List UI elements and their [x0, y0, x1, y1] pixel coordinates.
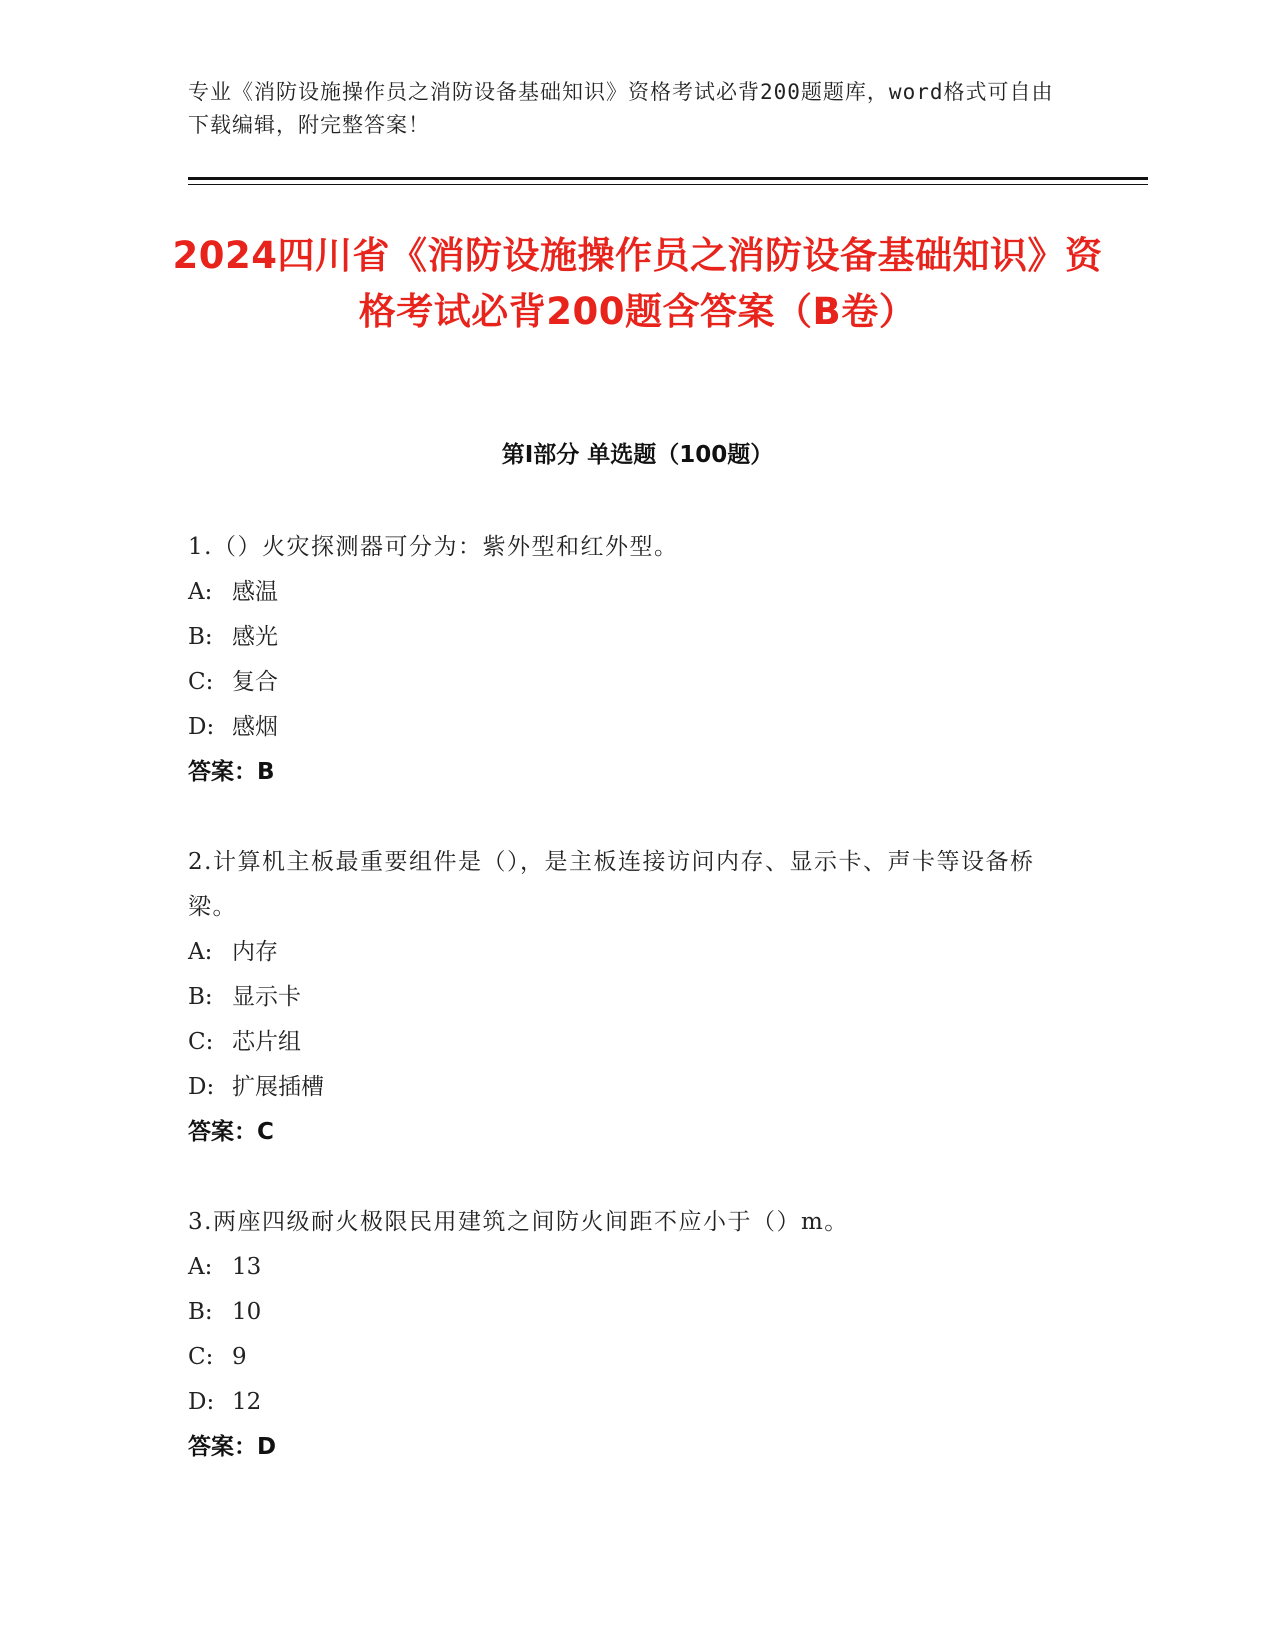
document-title: 2024四川省《消防设施操作员之消防设备基础知识》资格考试必背200题含答案（B卷） — [172, 234, 1103, 333]
answer-line: 答案：B — [188, 759, 275, 785]
header-rule-thick — [188, 177, 1148, 180]
option-text: 13 — [232, 1254, 262, 1280]
option-text: 感温 — [232, 579, 278, 605]
question-stem: 3.两座四级耐火极限民用建筑之间防火间距不应小于（）m。 — [188, 1209, 849, 1235]
option-key: D: — [188, 714, 215, 740]
question-3 — [188, 1200, 1078, 1470]
header-note: 专业《消防设施操作员之消防设备基础知识》资格考试必背200题题库，word格式可自由下载编辑，附完整答案！ — [188, 80, 1054, 137]
option-key: A: — [188, 579, 213, 605]
option-text: 感烟 — [232, 714, 278, 740]
option-text: 12 — [232, 1389, 262, 1415]
option-c — [188, 660, 1078, 705]
option-key: B: — [188, 1299, 213, 1325]
option-c — [188, 1020, 1078, 1065]
option-b — [188, 1290, 1078, 1335]
option-text: 芯片组 — [232, 1029, 301, 1055]
question-2 — [188, 840, 1078, 1155]
option-text: 9 — [232, 1344, 247, 1370]
option-b — [188, 615, 1078, 660]
option-text: 复合 — [232, 669, 278, 695]
answer-line: 答案：D — [188, 1434, 277, 1460]
option-d — [188, 705, 1078, 750]
option-text: 显示卡 — [232, 984, 301, 1010]
option-text: 内存 — [232, 939, 278, 965]
header-rule-thin — [188, 184, 1148, 185]
option-b — [188, 975, 1078, 1020]
option-text: 扩展插槽 — [232, 1074, 324, 1100]
option-a — [188, 930, 1078, 975]
option-key: B: — [188, 624, 213, 650]
option-key: D: — [188, 1074, 215, 1100]
option-key: C: — [188, 1029, 214, 1055]
question-list — [188, 525, 1078, 1515]
question-1 — [188, 525, 1078, 795]
option-a — [188, 1245, 1078, 1290]
option-text: 10 — [232, 1299, 262, 1325]
answer-line: 答案：C — [188, 1119, 274, 1145]
question-stem: 1.（）火灾探测器可分为：紫外型和红外型。 — [188, 534, 679, 560]
option-a — [188, 570, 1078, 615]
option-d — [188, 1065, 1078, 1110]
option-key: C: — [188, 669, 214, 695]
section-title: 第Ⅰ部分 单选题（100题） — [501, 442, 774, 468]
option-key: A: — [188, 939, 213, 965]
option-d — [188, 1380, 1078, 1425]
option-text: 感光 — [232, 624, 278, 650]
option-c — [188, 1335, 1078, 1380]
option-key: D: — [188, 1389, 215, 1415]
option-key: C: — [188, 1344, 214, 1370]
option-key: B: — [188, 984, 213, 1010]
option-key: A: — [188, 1254, 213, 1280]
question-stem: 2.计算机主板最重要组件是（），是主板连接访问内存、显示卡、声卡等设备桥梁。 — [188, 849, 1035, 920]
